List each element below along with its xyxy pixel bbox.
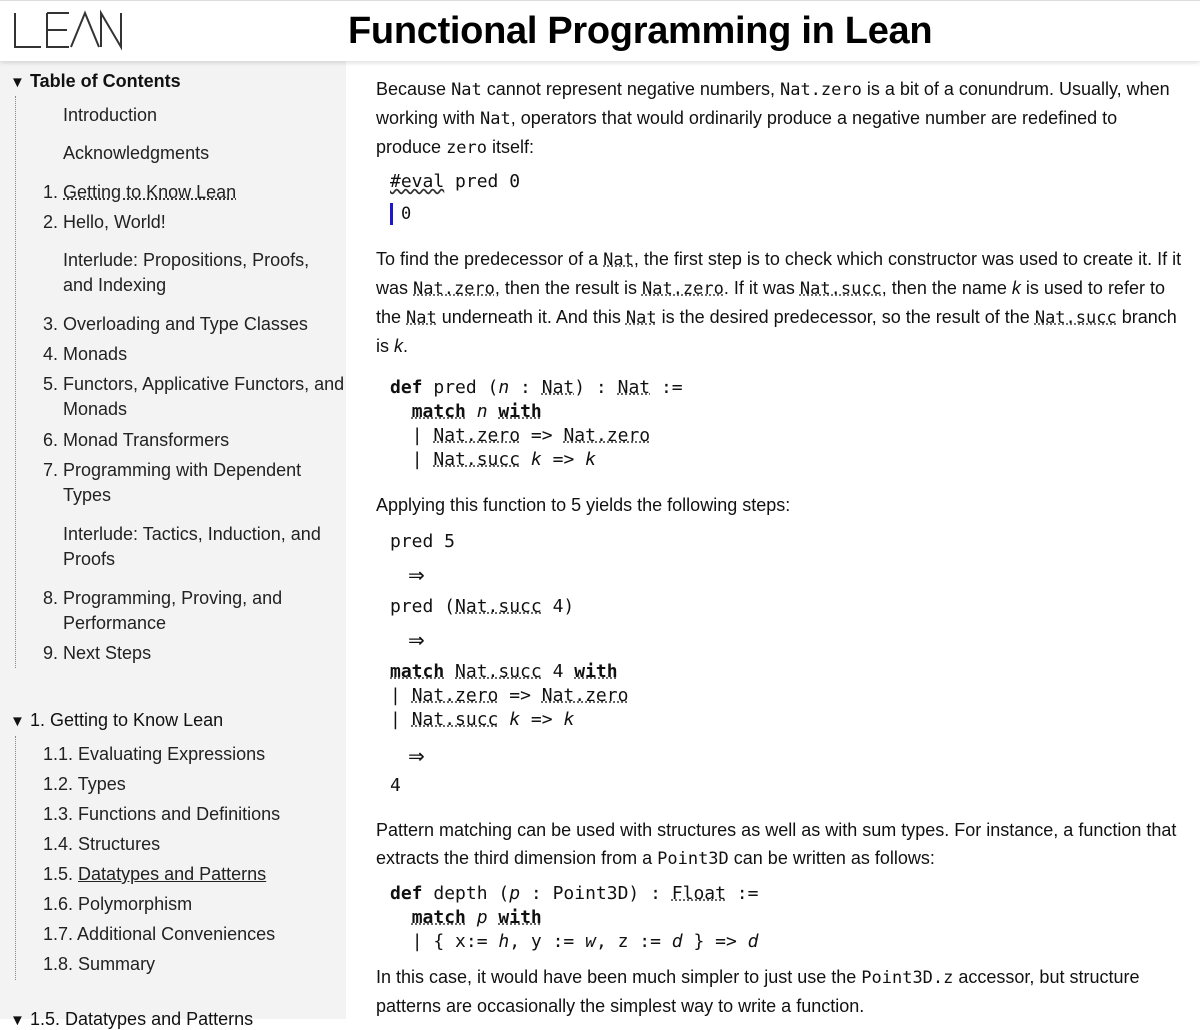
step-pred-5: pred 5 [390,531,456,552]
chapter-item-structures[interactable]: 1.4. Structures [43,834,161,854]
triangle-down-icon: ▼ [10,1012,25,1029]
chapter-item-conveniences[interactable]: 1.7. Additional Conveniences [43,924,276,944]
chapter-item-datatypes[interactable]: 1.5. Datatypes and Patterns [43,864,267,884]
code-eval-pred: #eval pred 0 [390,171,521,192]
chapter-item-summary[interactable]: 1.8. Summary [43,954,156,974]
toc-toggle[interactable] [10,71,181,92]
paragraph-predecessor: To find the predecessor of a Nat, the first step is to check which constructor was used to create it. If it was Nat.zero, then the result is Nat.zero. If it was Nat.succ, then the name k is used to refer to the Nat underneath it. And this Nat is the desired predecessor, so the result of the Nat.succ branch is k. [376,249,1182,356]
chapter-guide-line [15,736,16,980]
section-toggle-cutoff[interactable] [10,1009,253,1030]
chapter-toggle[interactable] [10,710,223,731]
triangle-down-icon: ▼ [10,713,25,730]
chapter-item-types[interactable]: 1.2. Types [43,774,126,794]
chapter-item-evaluating-expressions[interactable]: 1.1. Evaluating Expressions [43,744,266,764]
toc-item-interlude-tactics[interactable]: Interlude: Tactics, Induction, and Proofs [63,524,321,569]
paragraph-pattern-structures: Pattern matching can be used with structures as well as with sum types. For instance, a function that extracts the third dimension from a Point3D can be written as follows: [376,820,1177,869]
toc-item-overloading[interactable]: 3. Overloading and Type Classes [43,314,308,334]
toc-item-next-steps[interactable]: 9. Next Steps [43,643,152,663]
section-label: 1.5. Datatypes and Patterns [30,1009,254,1029]
step-pred-succ: pred (Nat.succ 4) [390,596,575,617]
toc-item-acknowledgments[interactable]: Acknowledgments [63,143,210,163]
step-arrow-icon: ⇒ [408,744,425,768]
toc-item-dependent-types[interactable]: 7. Programming with Dependent Types [43,460,302,505]
toc-item-getting-to-know-lean[interactable]: 1. Getting to Know Lean [43,182,237,202]
toc-item-interlude-propositions[interactable]: Interlude: Propositions, Proofs, and Indexing [63,250,310,295]
step-result: 4 [390,775,401,796]
book-title: Functional Programming in Lean [348,10,933,52]
chapter-label: 1. Getting to Know Lean [30,710,224,730]
toc-label: Table of Contents [30,71,181,91]
step-match: match Nat.succ 4 with | Nat.zero => Nat.zero | Nat.succ k => k [390,661,629,730]
toc-item-functors[interactable]: 5. Functors, Applicative Functors, and Monads [43,374,345,419]
triangle-down-icon: ▼ [10,74,25,91]
toc-guide-line [15,96,16,668]
toc-item-programming-proving[interactable]: 8. Programming, Proving, and Performance [43,588,283,633]
toc-item-monads[interactable]: 4. Monads [43,344,128,364]
step-arrow-icon: ⇒ [408,628,425,652]
paragraph-point3d-accessor: In this case, it would have been much simpler to just use the Point3D.z accessor, but structure patterns are occasionally the simplest way to write a function. [376,967,1140,1016]
lean-logo-icon [13,11,123,49]
paragraph-applying: Applying this function to 5 yields the following steps: [376,495,791,515]
eval-output: 0 [390,202,411,226]
toc-item-introduction[interactable]: Introduction [63,105,158,125]
paragraph-nat-zero: Because Nat cannot represent negative numbers, Nat.zero is a bit of a conundrum. Usually, when working with Nat, operators that would ordinarily produce a negative number are redefined to produce zero itself: [376,79,1170,158]
step-arrow-icon: ⇒ [408,563,425,587]
chapter-item-functions[interactable]: 1.3. Functions and Definitions [43,804,281,824]
lean-logo[interactable] [13,11,123,49]
code-pred-def: def pred (n : Nat) : Nat := match n with | Nat.zero => Nat.zero | Nat.succ k => k [390,377,683,470]
sidebar [0,60,346,1029]
code-depth-def: def depth (p : Point3D) : Float := match p with | { x:= h, y := w, z := d } => d [390,883,759,952]
top-bar [0,0,1200,61]
toc-item-hello-world[interactable]: 2. Hello, World! [43,212,166,232]
output-marker [390,203,393,225]
toc-item-monad-transformers[interactable]: 6. Monad Transformers [43,430,230,450]
chapter-item-polymorphism[interactable]: 1.6. Polymorphism [43,894,193,914]
